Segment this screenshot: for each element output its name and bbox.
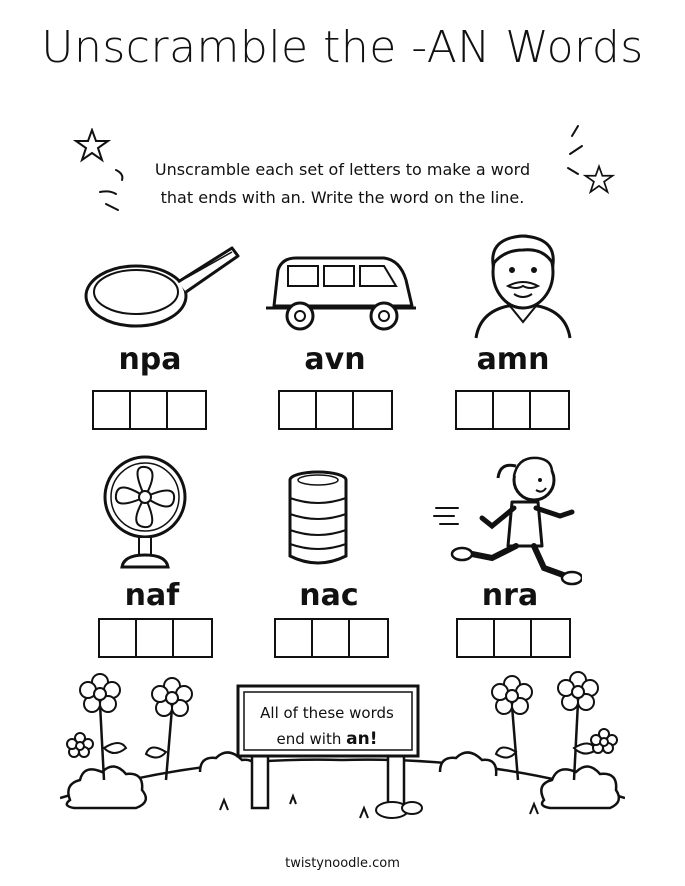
- instructions-line-2: that ends with an. Write the word on the line.: [160, 188, 525, 207]
- scrambled-word-nac: nac: [299, 578, 359, 613]
- man-icon: [468, 228, 578, 340]
- fan-icon: [100, 455, 190, 571]
- letter-box[interactable]: [317, 392, 354, 428]
- letter-box[interactable]: [531, 392, 568, 428]
- sign-line-2-emphasis: an!: [346, 729, 378, 749]
- answer-boxes[interactable]: [274, 618, 389, 658]
- letter-box[interactable]: [137, 620, 174, 656]
- running-girl-icon: [432, 450, 582, 588]
- scrambled-word-naf: naf: [124, 578, 180, 613]
- letter-box[interactable]: [94, 392, 131, 428]
- footer-site-name: twistynoodle.com: [285, 856, 400, 871]
- scrambled-word-amn: amn: [476, 342, 550, 377]
- letter-box[interactable]: [458, 620, 495, 656]
- answer-boxes[interactable]: [455, 390, 570, 430]
- letter-box[interactable]: [276, 620, 313, 656]
- sign-line-2-prefix: end with: [276, 730, 342, 748]
- letter-box[interactable]: [168, 392, 205, 428]
- sign-message: [244, 700, 410, 752]
- answer-boxes[interactable]: [98, 618, 213, 658]
- letter-box[interactable]: [174, 620, 211, 656]
- letter-box[interactable]: [100, 620, 137, 656]
- scrambled-word-nra: nra: [481, 578, 539, 613]
- letter-box[interactable]: [313, 620, 350, 656]
- letter-box[interactable]: [354, 392, 391, 428]
- letter-box[interactable]: [280, 392, 317, 428]
- letter-box[interactable]: [494, 392, 531, 428]
- letter-box[interactable]: [131, 392, 168, 428]
- instructions-line-1: Unscramble each set of letters to make a word: [154, 160, 531, 179]
- scrambled-word-avn: avn: [304, 342, 366, 377]
- instructions: [130, 156, 555, 212]
- letter-box[interactable]: [457, 392, 494, 428]
- sign-line-2: [244, 726, 410, 752]
- letter-box[interactable]: [532, 620, 569, 656]
- answer-boxes[interactable]: [278, 390, 393, 430]
- sparkle-lines-icon: [560, 122, 590, 182]
- can-icon: [286, 468, 350, 570]
- answer-boxes[interactable]: [456, 618, 571, 658]
- page-title: Unscramble the -AN Words: [41, 22, 644, 73]
- letter-box[interactable]: [495, 620, 532, 656]
- van-icon: [260, 250, 420, 336]
- scrambled-word-npa: npa: [118, 342, 182, 377]
- frying-pan-icon: [82, 238, 242, 334]
- star-icon: [72, 128, 112, 164]
- sign-line-1: All of these words: [260, 704, 394, 722]
- letter-box[interactable]: [350, 620, 387, 656]
- answer-boxes[interactable]: [92, 390, 207, 430]
- sparkle-lines-icon: [96, 166, 132, 216]
